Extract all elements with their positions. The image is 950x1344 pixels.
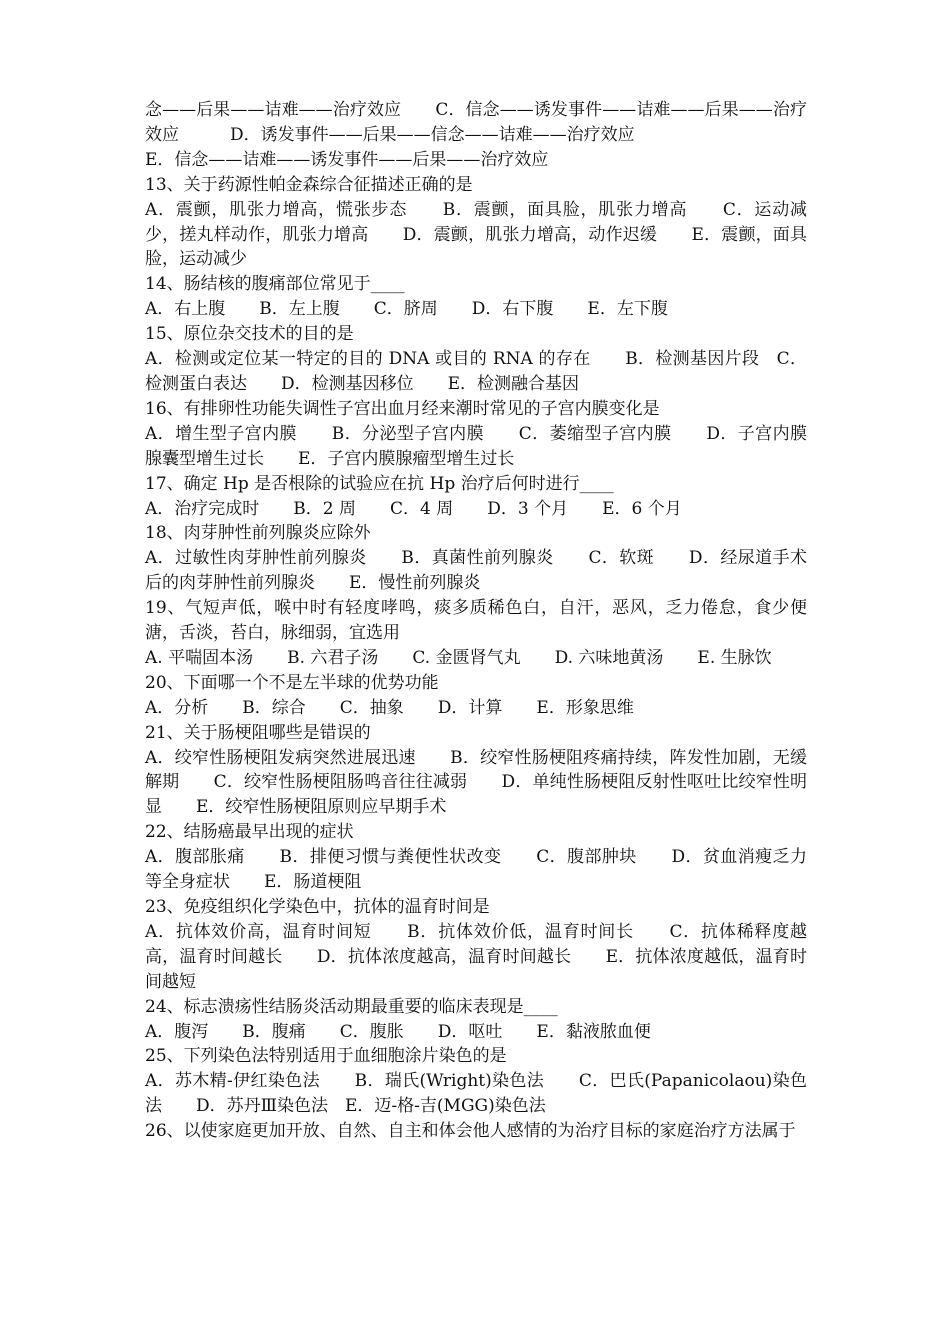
answer-options: A. 平喘固本汤 B. 六君子汤 C. 金匮肾气丸 D. 六味地黄汤 E. 生脉饮 [145,647,772,668]
answer-options: A．抗体效价高，温育时间短 B．抗体效价低，温育时间长 C．抗体稀释度越高，温育时间越长 D．抗体浓度越高，温育时间越长 E．抗体浓度越低，温育时间越短 [145,921,807,992]
question-17: 17、确定 Hp 是否根除的试验应在抗 Hp 治疗后何时进行____ [145,473,614,494]
answer-options: A．腹部胀痛 B．排便习惯与粪便性状改变 C．腹部肿块 D．贫血消瘦乏力等全身症状 E．肠道梗阻 [145,847,807,893]
answer-options: A．震颤，肌张力增高，慌张步态 B．震颤，面具脸，肌张力增高 C．运动减少，搓丸样动作，肌张力增高 D．震颤，肌张力增高，动作迟缓 E．震颤，面具脸，运动减少 [145,199,807,270]
question-16: 16、有排卵性功能失调性子宫出血月经来潮时常见的子宫内膜变化是 [145,398,660,419]
question-21: 21、关于肠梗阻哪些是错误的 [145,722,371,743]
answer-options: A．增生型子宫内膜 B．分泌型子宫内膜 C．萎缩型子宫内膜 D．子宫内膜腺囊型增生过长 E．子宫内膜腺瘤型增生过长 [145,423,807,469]
question-26: 26、以使家庭更加开放、自然、自主和体会他人感情的为治疗目标的家庭治疗方法属于 [145,1121,796,1142]
question-22: 22、结肠癌最早出现的症状 [145,822,354,843]
document-body [145,98,807,1144]
question-20: 20、下面哪一个不是左半球的优势功能 [145,672,439,693]
question-15: 15、原位杂交技术的目的是 [145,324,354,345]
question-13: 13、关于药源性帕金森综合征描述正确的是 [145,174,473,195]
answer-options: A．腹泻 B．腹痛 C．腹胀 D．呕吐 E．黏液脓血便 [145,1021,651,1042]
answer-options: A．检测或定位某一特定的目的 DNA 或目的 RNA 的存在 B．检测基因片段 C．检测蛋白表达 D．检测基因移位 E．检测融合基因 [145,349,807,394]
question-19: 19、气短声低，喉中时有轻度哮鸣，痰多质稀色白，自汗，恶风，乏力倦怠，食少便溏，舌淡，苔白，脉细弱，宜选用 [145,598,807,644]
question-14: 14、肠结核的腹痛部位常见于____ [145,274,405,295]
answer-options: A．苏木精-伊红染色法 B．瑞氏(Wright)染色法 C．巴氏(Papanicolaou)染色法 D．苏丹Ⅲ染色法 E．迈-格-吉(MGG)染色法 [145,1071,807,1117]
answer-options: A．过敏性肉芽肿性前列腺炎 B．真菌性前列腺炎 C．软斑 D．经尿道手术后的肉芽肿性前列腺炎 E．慢性前列腺炎 [145,548,807,594]
question-23: 23、免疫组织化学染色中，抗体的温育时间是 [145,897,490,917]
answer-options: A．右上腹 B．左上腹 C．脐周 D．右下腹 E．左下腹 [145,299,668,320]
answer-options: A．分析 B．综合 C．抽象 D．计算 E．形象思维 [145,697,634,718]
answer-options: E．信念——诘难——诱发事件——后果——治疗效应 [145,149,549,170]
question-25: 25、下列染色法特别适用于血细胞涂片染色的是 [145,1046,507,1067]
answer-options: A．治疗完成时 B．2 周 C．4 周 D．3 个月 E．6 个月 [145,498,682,519]
answer-options: A．绞窄性肠梗阻发病突然进展迅速 B．绞窄性肠梗阻疼痛持续，阵发性加剧，无缓解期 C．绞窄性肠梗阻肠鸣音往往减弱 D．单纯性肠梗阻反射性呕吐比绞窄性明显 E．绞窄性肠梗阻原则应早期手术 [145,747,807,818]
question-18: 18、肉芽肿性前列腺炎应除外 [145,523,371,544]
question-24: 24、标志溃疡性结肠炎活动期最重要的临床表现是____ [145,996,558,1017]
answer-options: 念——后果——诘难——治疗效应 C．信念——诱发事件——诘难——后果——治疗效应 D．诱发事件——后果——信念——诘难——治疗效应 [145,100,807,145]
